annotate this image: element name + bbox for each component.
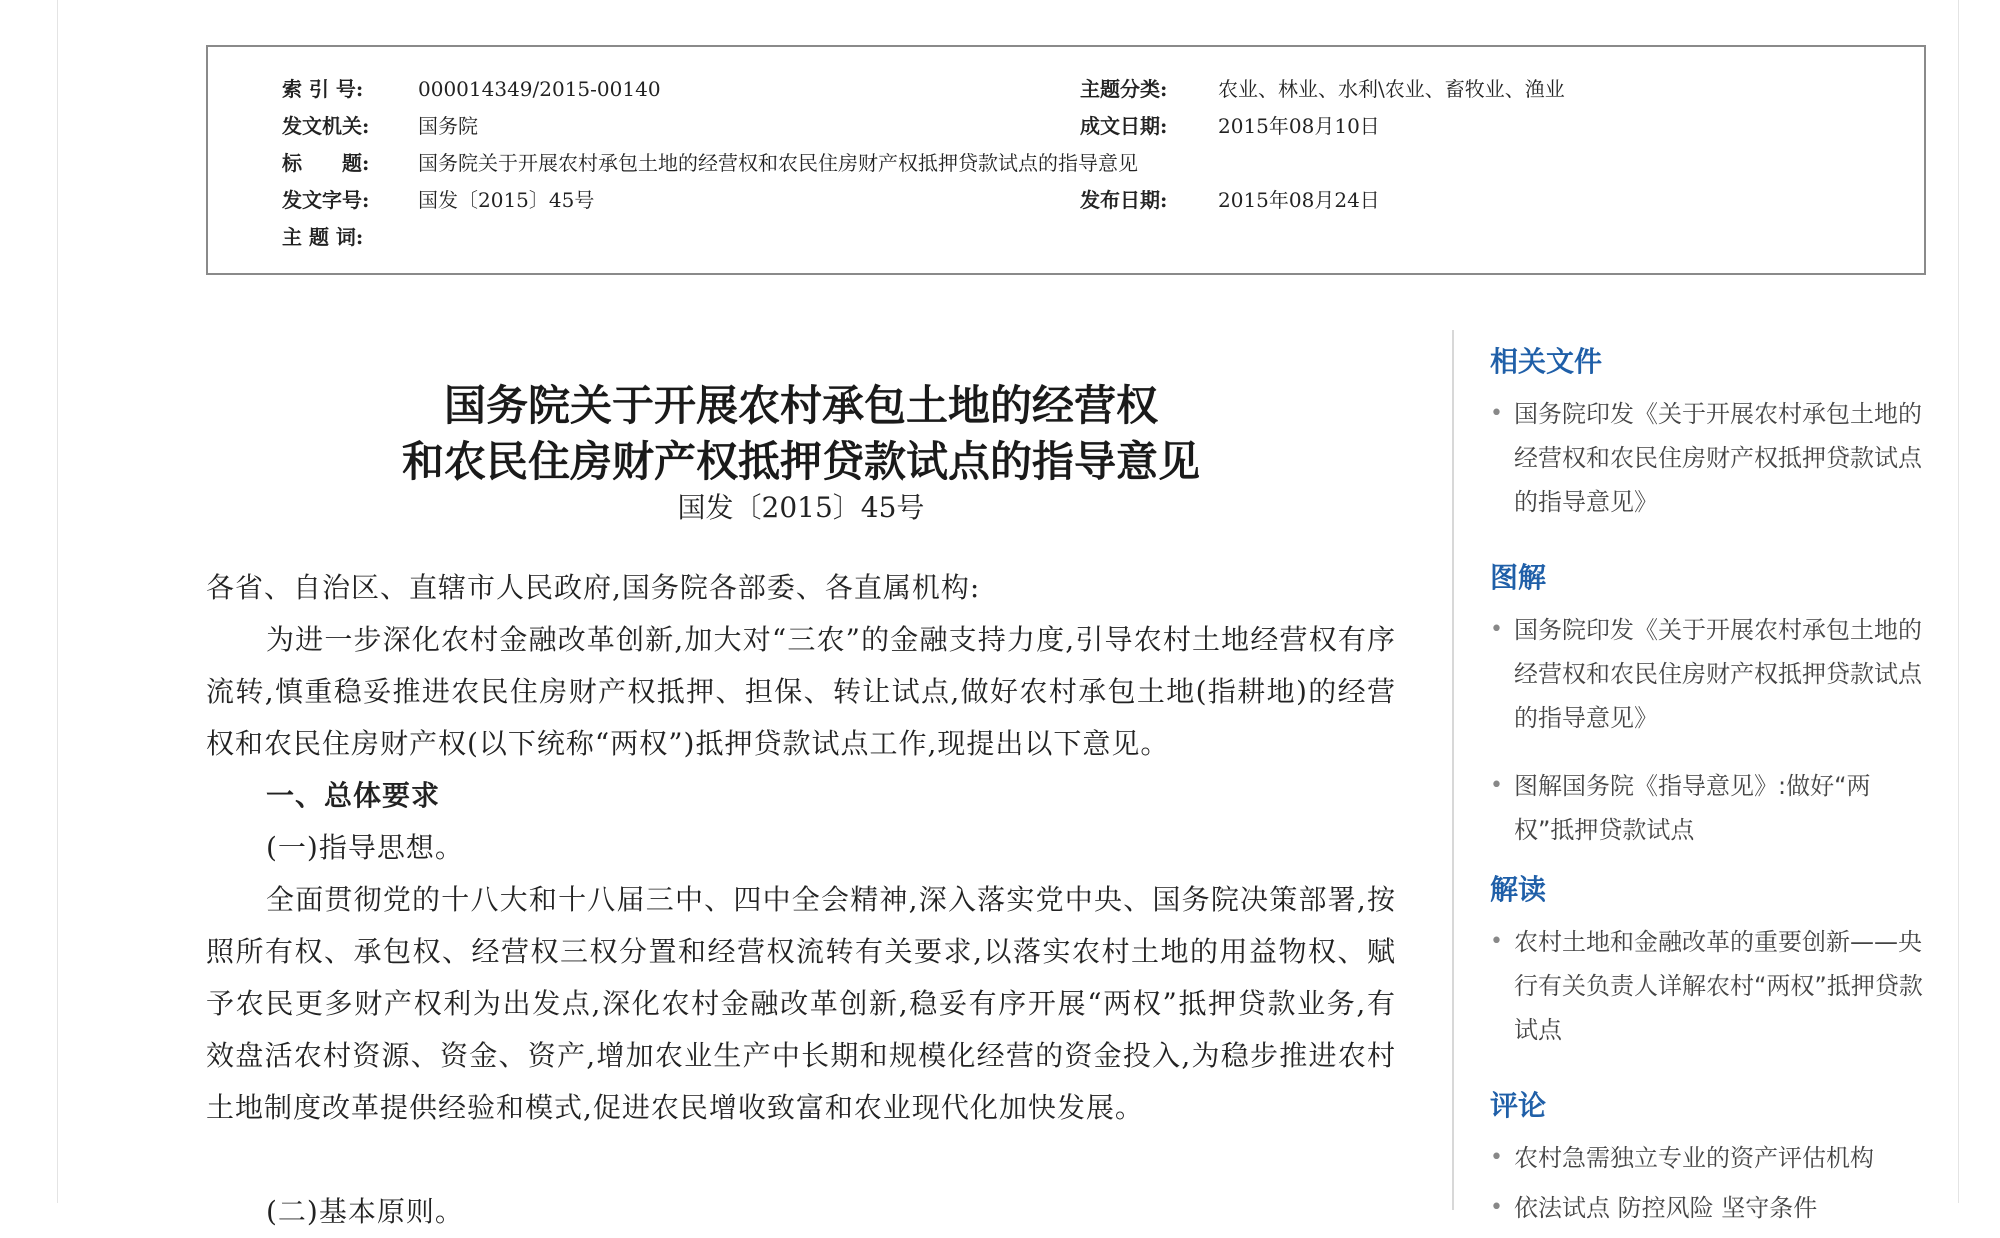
related-files-heading: 相关文件 [1490, 345, 1603, 378]
interpretation-heading: 解读 [1490, 873, 1547, 906]
meta-row-title [208, 147, 1924, 179]
bullet-icon: • [1490, 1195, 1503, 1220]
related-file-link[interactable] [1490, 392, 1930, 524]
related-file-link-text: 国务院印发《关于开展农村承包土地的经营权和农民住房财产权抵押贷款试点的指导意见》 [1514, 400, 1922, 516]
comment-heading: 评论 [1490, 1089, 1547, 1122]
comment-link-1[interactable] [1490, 1136, 1930, 1180]
subsection-heading-guiding-ideology: (一)指导思想。 [266, 831, 464, 864]
bullet-icon: • [1490, 617, 1503, 642]
bullet-icon: • [1490, 929, 1503, 954]
bullet-icon: • [1490, 401, 1503, 426]
document-number: 国发〔2015〕45号 [677, 491, 925, 524]
index-label: 索 引 号: [282, 77, 364, 101]
graphic-link-2-text: 图解国务院《指导意见》:做好“两权”抵押贷款试点 [1514, 772, 1871, 844]
document-title-line-1: 国务院关于开展农村承包土地的经营权 [443, 381, 1158, 430]
topic-value: 农业、林业、水利\农业、畜牧业、渔业 [1218, 77, 1565, 101]
index-value: 000014349/2015-00140 [418, 77, 661, 101]
meta-row-doc-number [208, 184, 1924, 216]
salutation: 各省、自治区、直辖市人民政府,国务院各部委、各直属机构: [206, 571, 981, 604]
doc-number-value: 国发〔2015〕45号 [418, 188, 595, 212]
section-heading-general-requirements: 一、总体要求 [266, 779, 441, 812]
graphic-link-1-text: 国务院印发《关于开展农村承包土地的经营权和农民住房财产权抵押贷款试点的指导意见》 [1514, 616, 1922, 732]
subsection-heading-basic-principles: (二)基本原则。 [266, 1195, 464, 1228]
keywords-label: 主 题 词: [282, 225, 364, 249]
comment-link-1-text: 农村急需独立专业的资产评估机构 [1514, 1144, 1874, 1172]
comment-link-2-text: 依法试点 防控风险 坚守条件 [1514, 1194, 1818, 1222]
meta-row-issuer [208, 110, 1924, 142]
issuer-label: 发文机关: [282, 114, 370, 138]
title-label: 标 题: [282, 151, 370, 175]
graphic-heading: 图解 [1490, 561, 1547, 594]
written-date-label: 成文日期: [1080, 114, 1168, 138]
title-value: 国务院关于开展农村承包土地的经营权和农民住房财产权抵押贷款试点的指导意见 [418, 151, 1138, 175]
document-title [206, 378, 1396, 490]
document-metadata-box [206, 45, 1926, 275]
sidebar-divider [1452, 330, 1454, 1210]
document-page [57, 0, 1959, 1228]
meta-row-index [208, 73, 1924, 105]
doc-number-label: 发文字号: [282, 188, 370, 212]
publish-date-label: 发布日期: [1080, 188, 1168, 212]
graphic-link-2[interactable] [1490, 764, 1930, 852]
written-date-value: 2015年08月10日 [1218, 114, 1380, 138]
topic-label: 主题分类: [1080, 77, 1168, 101]
interpretation-link-text: 农村土地和金融改革的重要创新——央行有关负责人详解农村“两权”抵押贷款试点 [1514, 928, 1923, 1044]
bullet-icon: • [1490, 773, 1503, 798]
document-title-line-2: 和农民住房财产权抵押贷款试点的指导意见 [401, 437, 1200, 486]
publish-date-value: 2015年08月24日 [1218, 188, 1380, 212]
paragraph-intro: 为进一步深化农村金融改革创新,加大对“三农”的金融支持力度,引导农村土地经营权有序流转,慎重稳妥推进农民住房财产权抵押、担保、转让试点,做好农村承包土地(指耕地)的经营权和农民住房财产权(以下统称“两权”)抵押贷款试点工作,现提出以下意见。 [206, 623, 1396, 760]
bullet-icon: • [1490, 1145, 1503, 1170]
issuer-value: 国务院 [418, 114, 478, 138]
comment-link-2[interactable] [1490, 1186, 1930, 1230]
graphic-link-1[interactable] [1490, 608, 1930, 740]
paragraph-guiding-ideology: 全面贯彻党的十八大和十八届三中、四中全会精神,深入落实党中央、国务院决策部署,按照所有权、承包权、经营权三权分置和经营权流转有关要求,以落实农村土地的用益物权、赋予农民更多财产权利为出发点,深化农村金融改革创新,稳妥有序开展“两权”抵押贷款业务,有效盘活农村资源、资金、资产,增加农业生产中长期和规模化经营的资金投入,为稳步推进农村土地制度改革提供经验和模式,促进农民增收致富和农业现代化加快发展。 [206, 883, 1396, 1124]
interpretation-link[interactable] [1490, 920, 1930, 1052]
meta-row-keywords [208, 221, 1924, 253]
